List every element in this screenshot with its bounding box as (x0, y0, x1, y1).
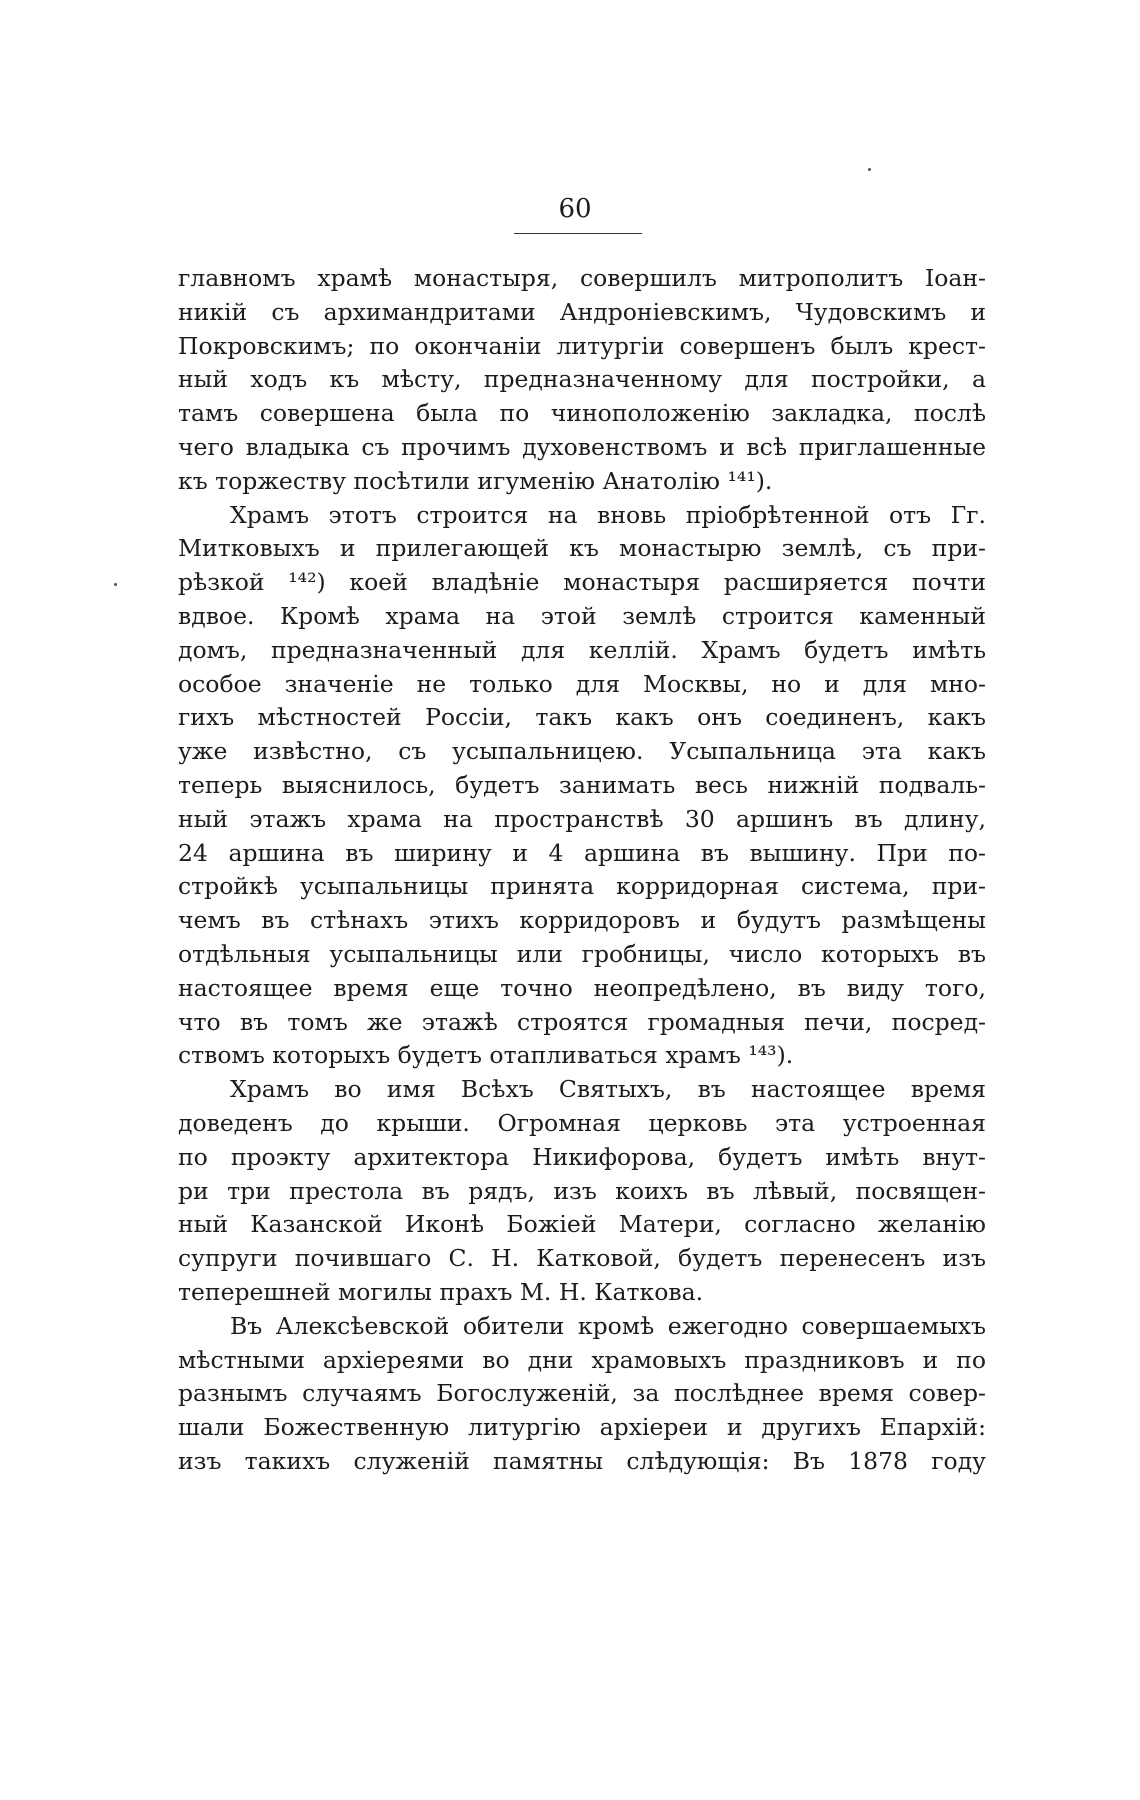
text-line: 24 аршина въ ширину и 4 аршина въ вышину. При по- (178, 838, 986, 867)
text-line: уже извѣстно, съ усыпальницею. Усыпальница эта какъ (178, 737, 986, 766)
paragraph-1 (178, 262, 986, 499)
text-line: Покровскимъ; по окончаніи литургіи совершенъ былъ крест- (178, 331, 986, 360)
text-line: супруги почившаго С. Н. Катковой, будетъ перенесенъ изъ (178, 1244, 986, 1273)
text-line: рѣзкой ¹⁴²) коей владѣніе монастыря расширяется почти (178, 568, 986, 597)
text-line: отдѣльныя усыпальницы или гробницы, число которыхъ въ (178, 939, 986, 968)
text-line: никій съ архимандритами Андроніевскимъ, Чудовскимъ и (178, 297, 986, 326)
text-line: мѣстными архіереями во дни храмовыхъ праздниковъ и по (178, 1345, 986, 1374)
text-line: по проэкту архитектора Никифорова, будетъ имѣть внут- (178, 1142, 986, 1171)
text-line: домъ, предназначенный для келлій. Храмъ будетъ имѣть (178, 635, 986, 664)
text-line: чемъ въ стѣнахъ этихъ корридоровъ и будутъ размѣщены (178, 906, 986, 935)
text-line: Митковыхъ и прилегающей къ монастырю землѣ, съ при- (178, 534, 986, 563)
text-line: ный этажъ храма на пространствѣ 30 аршинъ въ длину, (178, 804, 986, 833)
text-line: Храмъ этотъ строится на вновь пріобрѣтенной отъ Гг. (230, 500, 986, 529)
text-line: теперешней могилы прахъ М. Н. Каткова. (178, 1277, 704, 1306)
text-line: Въ Алексѣевской обители кромѣ ежегодно совершаемыхъ (230, 1311, 986, 1340)
page-number: 60 (558, 194, 592, 224)
text-line: чего владыка съ прочимъ духовенствомъ и всѣ приглашенные (178, 432, 986, 461)
text-line: доведенъ до крыши. Огромная церковь эта устроенная (178, 1108, 986, 1137)
text-line: тамъ совершена была по чиноположенію закладка, послѣ (178, 399, 986, 428)
text-line: стройкѣ усыпальницы принята корридорная система, при- (178, 872, 986, 901)
text-line: изъ такихъ служеній памятны слѣдующія: Въ 1878 году (178, 1446, 986, 1475)
text-line: вдвое. Кромѣ храма на этой землѣ строится каменный (178, 601, 986, 630)
text-line: теперь выяснилось, будетъ занимать весь нижній подваль- (178, 770, 986, 799)
text-line: ствомъ которыхъ будетъ отапливаться храмъ ¹⁴³). (178, 1041, 794, 1070)
text-line: разнымъ случаямъ Богослуженій, за послѣднее время совер- (178, 1379, 986, 1408)
text-line: ри три престола въ рядъ, изъ коихъ въ лѣвый, посвящен- (178, 1176, 986, 1205)
text-line: ный ходъ къ мѣсту, предназначенному для постройки, а (178, 365, 986, 394)
page-number-rule (514, 233, 642, 234)
body-text (178, 262, 986, 1479)
text-line: что въ томъ же этажѣ строятся громадныя печи, посред- (178, 1007, 986, 1036)
paragraph-4 (178, 1310, 986, 1479)
text-line: къ торжеству посѣтили игуменію Анатолію ¹⁴¹). (178, 466, 773, 495)
scan-speck (114, 583, 117, 586)
text-line: Храмъ во имя Всѣхъ Святыхъ, въ настоящее время (230, 1075, 986, 1104)
text-line: шали Божественную литургію архіереи и другихъ Епархій: (178, 1413, 986, 1442)
text-line: гихъ мѣстностей Россіи, такъ какъ онъ соединенъ, какъ (178, 703, 986, 732)
text-line: главномъ храмѣ монастыря, совершилъ митрополитъ Іоан- (178, 264, 986, 292)
scan-speck (868, 168, 871, 171)
paragraph-2 (178, 499, 986, 1074)
text-line: особое значеніе не только для Москвы, но и для мно- (178, 669, 986, 698)
paragraph-3 (178, 1073, 986, 1310)
text-line: ный Казанской Иконѣ Божіей Матери, согласно желанію (178, 1210, 986, 1239)
text-line: настоящее время еще точно неопредѣлено, въ виду того, (178, 973, 986, 1002)
